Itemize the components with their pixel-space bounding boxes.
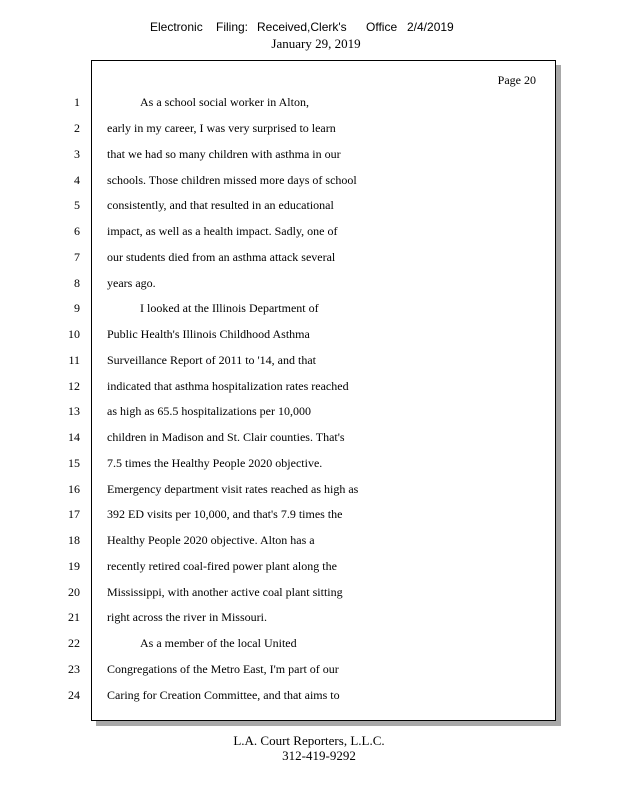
line-number: 7: [74, 250, 80, 264]
line-text: early in my career, I was very surprised to learn: [107, 121, 336, 135]
line-number: 6: [74, 224, 80, 238]
line-text: I looked at the Illinois Department of: [140, 301, 319, 315]
line-number: 4: [74, 173, 80, 187]
line-text: impact, as well as a health impact. Sadly, one of: [107, 224, 338, 238]
line-number: 13: [68, 404, 80, 418]
filing-stamp: [0, 20, 618, 34]
line-number: 17: [68, 507, 80, 521]
line-number: 15: [68, 456, 80, 470]
line-number: 1: [74, 95, 80, 109]
line-number: 2: [74, 121, 80, 135]
page-number: Page 20: [497, 73, 536, 87]
line-number: 20: [68, 585, 80, 599]
line-number: 14: [68, 430, 80, 444]
line-number: 3: [74, 147, 80, 161]
line-number: 12: [68, 379, 80, 393]
line-text: Emergency department visit rates reached as high as: [107, 482, 359, 496]
reporter-phone: 312-419-9292: [282, 748, 356, 763]
line-text: right across the river in Missouri.: [107, 610, 267, 624]
line-text: consistently, and that resulted in an educational: [107, 198, 334, 212]
line-text: Healthy People 2020 objective. Alton has a: [107, 533, 315, 547]
line-number: 24: [68, 688, 80, 702]
line-number: 9: [74, 301, 80, 315]
line-text: As a school social worker in Alton,: [140, 95, 309, 109]
reporter-company: L.A. Court Reporters, L.L.C.: [233, 733, 385, 748]
line-text: Surveillance Report of 2011 to '14, and that: [107, 353, 317, 367]
line-text: 392 ED visits per 10,000, and that's 7.9 times the: [107, 507, 343, 521]
line-number: 10: [68, 327, 80, 341]
line-number: 23: [68, 662, 80, 676]
line-text: 7.5 times the Healthy People 2020 objective.: [107, 456, 323, 470]
line-text: Mississippi, with another active coal plant sitting: [107, 585, 343, 599]
transcript-date: January 29, 2019: [271, 36, 361, 51]
line-text: indicated that asthma hospitalization rates reached: [107, 379, 349, 393]
line-number: 11: [68, 353, 80, 367]
line-text: Caring for Creation Committee, and that aims to: [107, 688, 340, 702]
line-text: schools. Those children missed more days of school: [107, 173, 357, 187]
line-text: recently retired coal-fired power plant along the: [107, 559, 337, 573]
filing-electronic: Electronic: [150, 20, 203, 34]
line-number: 22: [68, 636, 80, 650]
line-number: 21: [68, 610, 80, 624]
line-text: as high as 65.5 hospitalizations per 10,000: [107, 404, 311, 418]
filing-office: Office: [366, 20, 398, 34]
line-number: 18: [68, 533, 80, 547]
filing-date: 2/4/2019: [407, 20, 454, 34]
line-text: that we had so many children with asthma in our: [107, 147, 341, 161]
line-number: 19: [68, 559, 80, 573]
filing-filing: Filing:: [216, 20, 249, 34]
line-text: As a member of the local United: [140, 636, 297, 650]
line-text: Congregations of the Metro East, I'm part of our: [107, 662, 339, 676]
line-number: 5: [74, 198, 80, 212]
line-text: children in Madison and St. Clair counties. That's: [107, 430, 345, 444]
line-number: 8: [74, 276, 80, 290]
line-text: years ago.: [107, 276, 156, 290]
filing-received: Received,Clerk's: [257, 20, 347, 34]
line-number: 16: [68, 482, 80, 496]
line-text: our students died from an asthma attack several: [107, 250, 336, 264]
line-text: Public Health's Illinois Childhood Asthma: [107, 327, 310, 341]
